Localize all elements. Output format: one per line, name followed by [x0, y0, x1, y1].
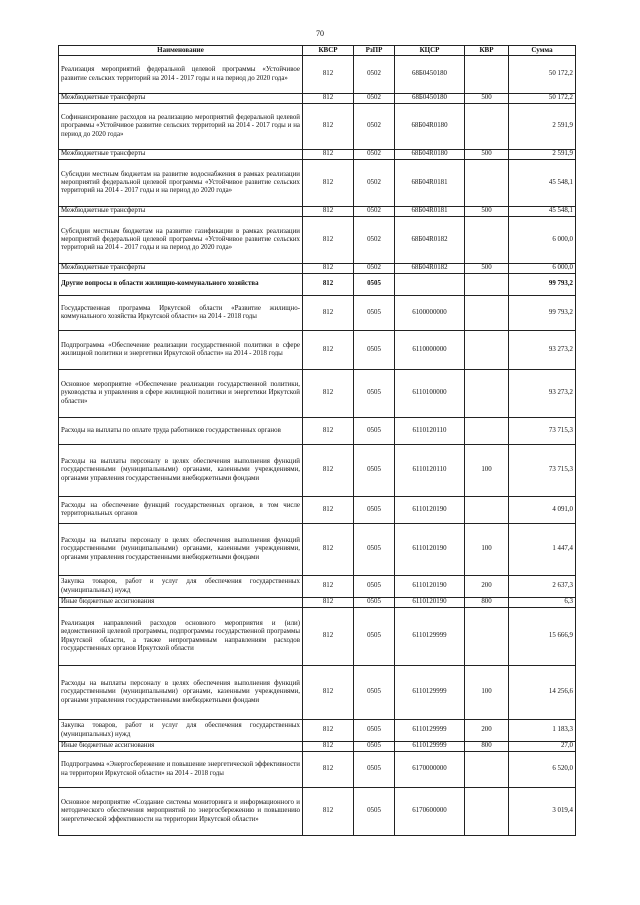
cell-name: Реализация мероприятий федеральной целевой программы «Устойчивое развитие сельских территорий на 2014 - 2017 годы и на период до 2020 года»	[59, 56, 303, 94]
table-row	[59, 788, 576, 836]
cell-kcsr: 6110129999	[395, 666, 465, 720]
table-row	[59, 720, 576, 742]
cell-kcsr: 68Б04R0182	[395, 217, 465, 264]
cell-sum: 6 520,0	[509, 752, 576, 788]
cell-rzpr: 0505	[354, 608, 395, 666]
header-rzpr: РзПР	[354, 46, 395, 56]
cell-kvr: 500	[465, 207, 509, 217]
cell-sum: 99 793,2	[509, 274, 576, 296]
cell-kvsr: 812	[303, 418, 354, 445]
table-row	[59, 576, 576, 598]
cell-kvsr: 812	[303, 742, 354, 752]
cell-name: Расходы на выплаты по оплате труда работников государственных органов	[59, 418, 303, 445]
table-row	[59, 497, 576, 524]
cell-rzpr: 0502	[354, 104, 395, 150]
header-sum: Сумма	[509, 46, 576, 56]
cell-rzpr: 0505	[354, 576, 395, 598]
table-row	[59, 296, 576, 331]
cell-rzpr: 0505	[354, 788, 395, 836]
table-row	[59, 524, 576, 576]
cell-rzpr: 0502	[354, 160, 395, 207]
cell-kvr	[465, 104, 509, 150]
cell-kcsr: 6170600000	[395, 788, 465, 836]
cell-kvr	[465, 418, 509, 445]
cell-name: Основное мероприятие «Обеспечение реализации государственной политики, руководства и управления в сфере жилищной политики и энергетики Иркутской области»	[59, 370, 303, 418]
cell-name: Основное мероприятие «Создание системы мониторинга и информационного и методического обеспечения мероприятий по энергосбережению и повышению энергетической эффективности на территории Иркутской области»	[59, 788, 303, 836]
cell-kvsr: 812	[303, 524, 354, 576]
header-name: Наименование	[59, 46, 303, 56]
cell-name: Расходы на обеспечение функций государственных органов, в том числе территориальных органов	[59, 497, 303, 524]
cell-rzpr: 0505	[354, 274, 395, 296]
budget-table	[58, 45, 576, 836]
cell-kvsr: 812	[303, 666, 354, 720]
cell-rzpr: 0502	[354, 217, 395, 264]
cell-name: Расходы на выплаты персоналу в целях обеспечения выполнения функций государственными (муниципальными) органами, казенными учреждениями, органами управления государственными внебюджетными фондами	[59, 524, 303, 576]
cell-kcsr: 6170000000	[395, 752, 465, 788]
cell-kcsr: 68Б04R0180	[395, 150, 465, 160]
cell-kvsr: 812	[303, 296, 354, 331]
cell-sum: 50 172,2	[509, 94, 576, 104]
page-number: 70	[316, 29, 324, 38]
cell-kvr: 500	[465, 94, 509, 104]
cell-sum: 2 591,9	[509, 150, 576, 160]
cell-kcsr: 6110129999	[395, 720, 465, 742]
cell-kcsr: 6110120190	[395, 524, 465, 576]
cell-kvr: 100	[465, 666, 509, 720]
cell-name: Закупка товаров, работ и услуг для обеспечения государственных (муниципальных) нужд	[59, 576, 303, 598]
cell-name: Подпрограмма «Энергосбережение и повышение энергетической эффективности на территории Иркутской области» на 2014 - 2018 годы	[59, 752, 303, 788]
cell-rzpr: 0505	[354, 752, 395, 788]
cell-rzpr: 0502	[354, 150, 395, 160]
cell-kvr: 200	[465, 720, 509, 742]
table-row	[59, 742, 576, 752]
cell-kvsr: 812	[303, 331, 354, 370]
table-row	[59, 608, 576, 666]
cell-sum: 73 715,3	[509, 418, 576, 445]
cell-kcsr: 68Б04R0181	[395, 160, 465, 207]
cell-name: Государственная программа Иркутской области «Развитие жилищно-коммунального хозяйства Иркутской области» на 2014 - 2018 годы	[59, 296, 303, 331]
table-row	[59, 104, 576, 150]
table-row	[59, 207, 576, 217]
table-body	[59, 56, 576, 836]
cell-sum: 15 666,9	[509, 608, 576, 666]
cell-kvsr: 812	[303, 160, 354, 207]
cell-rzpr: 0502	[354, 207, 395, 217]
cell-kcsr: 68Б04R0182	[395, 264, 465, 274]
cell-kvsr: 812	[303, 598, 354, 608]
cell-sum: 2 637,3	[509, 576, 576, 598]
cell-rzpr: 0502	[354, 94, 395, 104]
cell-name: Межбюджетные трансферты	[59, 264, 303, 274]
cell-kvr: 100	[465, 524, 509, 576]
cell-rzpr: 0505	[354, 331, 395, 370]
cell-kvr: 800	[465, 598, 509, 608]
table-row	[59, 418, 576, 445]
cell-sum: 3 019,4	[509, 788, 576, 836]
cell-sum: 6,3	[509, 598, 576, 608]
cell-name: Иные бюджетные ассигнования	[59, 598, 303, 608]
cell-kcsr: 6110100000	[395, 370, 465, 418]
cell-rzpr: 0505	[354, 418, 395, 445]
cell-name: Софинансирование расходов на реализацию мероприятий федеральной целевой программы «Устойчивое развитие сельских территорий на 2014 - 2017 годы и на период до 2020 года»	[59, 104, 303, 150]
cell-rzpr: 0505	[354, 524, 395, 576]
cell-kvsr: 812	[303, 94, 354, 104]
table-row	[59, 150, 576, 160]
cell-kvr	[465, 56, 509, 94]
cell-sum: 93 273,2	[509, 331, 576, 370]
cell-kcsr: 6110120110	[395, 418, 465, 445]
cell-kvr: 500	[465, 264, 509, 274]
cell-sum: 2 591,9	[509, 104, 576, 150]
cell-kvsr: 812	[303, 264, 354, 274]
cell-kvsr: 812	[303, 150, 354, 160]
cell-sum: 14 256,6	[509, 666, 576, 720]
cell-kvsr: 812	[303, 370, 354, 418]
cell-sum: 27,0	[509, 742, 576, 752]
table-row	[59, 445, 576, 497]
cell-name: Субсидии местным бюджетам на развитие газификации в рамках реализации мероприятий федеральной целевой программы «Устойчивое развитие сельских территорий на 2014 - 2017 годы и на период до 2020 года»	[59, 217, 303, 264]
cell-kvr	[465, 160, 509, 207]
cell-sum: 99 793,2	[509, 296, 576, 331]
cell-kvsr: 812	[303, 104, 354, 150]
cell-kcsr: 6110120110	[395, 445, 465, 497]
cell-sum: 6 000,0	[509, 264, 576, 274]
cell-kcsr: 68Б0450180	[395, 94, 465, 104]
cell-name: Межбюджетные трансферты	[59, 207, 303, 217]
table-row	[59, 56, 576, 94]
table-row	[59, 274, 576, 296]
header-kcsr: КЦСР	[395, 46, 465, 56]
cell-kcsr: 6110129999	[395, 608, 465, 666]
cell-kvsr: 812	[303, 720, 354, 742]
cell-kvsr: 812	[303, 217, 354, 264]
cell-name: Иные бюджетные ассигнования	[59, 742, 303, 752]
cell-kvr	[465, 370, 509, 418]
cell-kcsr: 6110000000	[395, 331, 465, 370]
cell-rzpr: 0502	[354, 264, 395, 274]
cell-name: Подпрограмма «Обеспечение реализации государственной политики в сфере жилищной политики и энергетики Иркутской области» на 2014 - 2018 годы	[59, 331, 303, 370]
table-header-row	[59, 46, 576, 56]
cell-kvr	[465, 752, 509, 788]
cell-kvr	[465, 217, 509, 264]
cell-kvr	[465, 608, 509, 666]
cell-kvr: 200	[465, 576, 509, 598]
cell-kvr: 100	[465, 445, 509, 497]
table-row	[59, 160, 576, 207]
table-row	[59, 331, 576, 370]
cell-name: Расходы на выплаты персоналу в целях обеспечения выполнения функций государственными (муниципальными) органами, казенными учреждениями, органами управления государственными внебюджетными фондами	[59, 445, 303, 497]
cell-kcsr: 68Б04R0181	[395, 207, 465, 217]
cell-rzpr: 0505	[354, 598, 395, 608]
cell-sum: 45 548,1	[509, 207, 576, 217]
cell-rzpr: 0502	[354, 56, 395, 94]
header-kvsr: КВСР	[303, 46, 354, 56]
cell-sum: 45 548,1	[509, 160, 576, 207]
table-row	[59, 598, 576, 608]
table-row	[59, 264, 576, 274]
cell-kcsr: 68Б0450180	[395, 56, 465, 94]
cell-kvsr: 812	[303, 56, 354, 94]
cell-kcsr	[395, 274, 465, 296]
cell-kvr	[465, 274, 509, 296]
cell-name: Реализация направлений расходов основного мероприятия и (или) ведомственной целевой программы, подпрограммы государственной программы Иркутской области, а также непрограммным направлениям расходов государственных органов Иркутской области	[59, 608, 303, 666]
cell-name: Расходы на выплаты персоналу в целях обеспечения выполнения функций государственными (муниципальными) органами, казенными учреждениями, органами управления государственными внебюджетными фондами	[59, 666, 303, 720]
cell-sum: 1 183,3	[509, 720, 576, 742]
cell-rzpr: 0505	[354, 296, 395, 331]
table-row	[59, 752, 576, 788]
cell-kcsr: 6110120190	[395, 576, 465, 598]
cell-sum: 50 172,2	[509, 56, 576, 94]
cell-kvsr: 812	[303, 207, 354, 217]
cell-sum: 73 715,3	[509, 445, 576, 497]
table-row	[59, 217, 576, 264]
cell-kcsr: 6100000000	[395, 296, 465, 331]
cell-sum: 93 273,2	[509, 370, 576, 418]
cell-kvsr: 812	[303, 752, 354, 788]
cell-sum: 1 447,4	[509, 524, 576, 576]
table-row	[59, 94, 576, 104]
cell-kvsr: 812	[303, 497, 354, 524]
cell-name: Другие вопросы в области жилищно-коммунального хозяйства	[59, 274, 303, 296]
cell-kvr: 800	[465, 742, 509, 752]
cell-kvsr: 812	[303, 576, 354, 598]
header-kvr: КВР	[465, 46, 509, 56]
cell-name: Межбюджетные трансферты	[59, 150, 303, 160]
cell-rzpr: 0505	[354, 742, 395, 752]
cell-rzpr: 0505	[354, 720, 395, 742]
cell-kvsr: 812	[303, 788, 354, 836]
cell-kvr	[465, 331, 509, 370]
cell-sum: 6 000,0	[509, 217, 576, 264]
cell-kvr	[465, 296, 509, 331]
cell-kvsr: 812	[303, 274, 354, 296]
cell-kvr: 500	[465, 150, 509, 160]
cell-kvsr: 812	[303, 608, 354, 666]
cell-name: Закупка товаров, работ и услуг для обеспечения государственных (муниципальных) нужд	[59, 720, 303, 742]
cell-kcsr: 6110129999	[395, 742, 465, 752]
cell-kcsr: 6110120190	[395, 497, 465, 524]
cell-rzpr: 0505	[354, 445, 395, 497]
cell-kvsr: 812	[303, 445, 354, 497]
cell-name: Межбюджетные трансферты	[59, 94, 303, 104]
cell-rzpr: 0505	[354, 497, 395, 524]
table-row	[59, 370, 576, 418]
cell-sum: 4 091,0	[509, 497, 576, 524]
cell-kcsr: 68Б04R0180	[395, 104, 465, 150]
table-row	[59, 666, 576, 720]
cell-kcsr: 6110120190	[395, 598, 465, 608]
cell-kvr	[465, 788, 509, 836]
cell-rzpr: 0505	[354, 666, 395, 720]
cell-kvr	[465, 497, 509, 524]
cell-name: Субсидии местным бюджетам на развитие водоснабжения в рамках реализации мероприятий федеральной целевой программы «Устойчивое развитие сельских территорий на 2014 - 2017 годы и на период до 2020 года»	[59, 160, 303, 207]
cell-rzpr: 0505	[354, 370, 395, 418]
